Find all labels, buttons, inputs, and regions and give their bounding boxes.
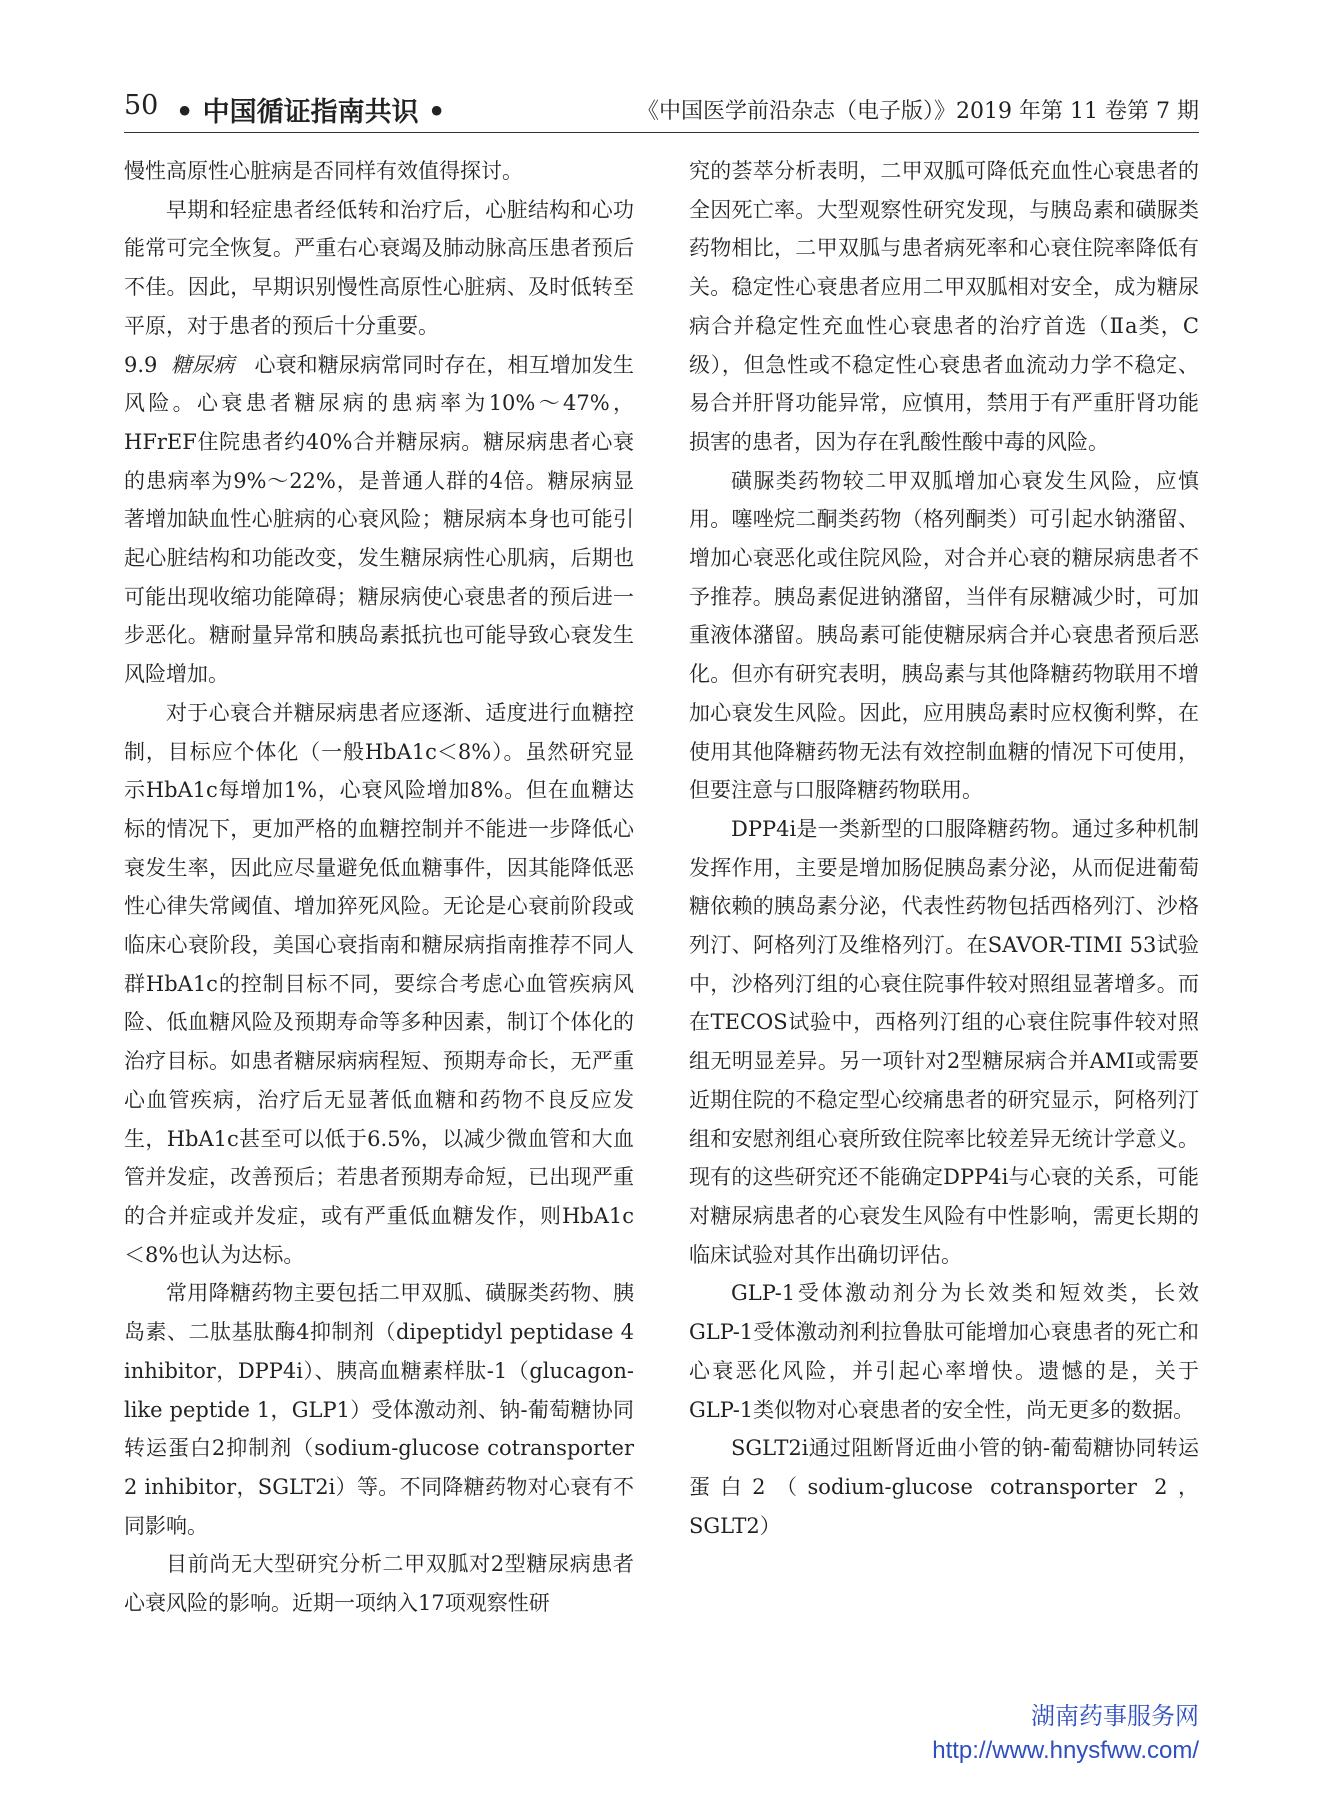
paragraph: 究的荟萃分析表明，二甲双胍可降低充血性心衰患者的全因死亡率。大型观察性研究发现，与胰岛素和磺脲类药物相比，二甲双胍与患者病死率和心衰住院率降低有关。稳定性心衰患者应用二甲双胍相对安全，成为糖尿病合并稳定性充血性心衰患者的治疗首选（Ⅱa类，C级），但急性或不稳定性心衰患者血流动力学不稳定、易合并肝肾功能异常，应慎用，禁用于有严重肝肾功能损害的患者，因为存在乳酸性酸中毒的风险。 [689,159,1199,454]
section-heading: 糖尿病 [170,352,235,377]
paragraph: GLP-1受体激动剂分为长效类和短效类，长效GLP-1受体激动剂利拉鲁肽可能增加心衰患者的死亡和心衰恶化风险，并引起心率增快。遗憾的是，关于GLP-1类似物对心衰患者的安全性，尚无更多的数据。 [689,1281,1199,1422]
paragraph: DPP4i是一类新型的口服降糖药物。通过多种机制发挥作用，主要是增加肠促胰岛素分泌，从而促进葡萄糖依赖的胰岛素分泌，代表性药物包括西格列汀、沙格列汀、阿格列汀及维格列汀。在SAVOR-TIMI 53试验中，沙格列汀组的心衰住院事件较对照组显著增多。而在TECOS试验中，西格列汀组的心衰住院事件较对照组无明显差异。另一项针对2型糖尿病合并AMI或需要近期住院的不稳定型心绞痛患者的研究显示，阿格列汀组和安慰剂组心衰所致住院率比较差异无统计学意义。现有的这些研究还不能确定DPP4i与心衰的关系，可能对糖尿病患者的心衰发生风险有中性影响，需更长期的临床试验对其作出确切评估。 [689,816,1199,1267]
page-header [124,86,1199,133]
right-column [689,152,1199,1545]
section-9-9 [124,346,634,694]
section-body: 心衰和糖尿病常同时存在，相互增加发生风险。心衰患者糖尿病的患病率为10%～47%，HFrEF住院患者约40%合并糖尿病。糖尿病患者心衰的患病率为9%～22%，是普通人群的4倍。糖尿病显著增加缺血性心脏病的心衰风险；糖尿病本身也可能引起心脏结构和功能改变，发生糖尿病性心肌病，后期也可能出现收缩功能障碍；糖尿病使心衰患者的预后进一步恶化。糖耐量异常和胰岛素抵抗也可能导致心衰发生风险增加。 [124,352,634,687]
paragraph: SGLT2i通过阻断肾近曲小管的钠-葡萄糖协同转运蛋白2（sodium-glucose cotransporter 2，SGLT2） [689,1436,1199,1538]
page-number: 50 [124,90,159,121]
paragraph: 慢性高原性心脏病是否同样有效值得探讨。 [124,159,523,183]
left-column [124,152,634,1623]
section-title: • 中国循证指南共识 • [176,97,446,128]
watermark-name: 湖南药事服务网 [1031,1703,1199,1730]
paragraph: 常用降糖药物主要包括二甲双胍、磺脲类药物、胰岛素、二肽基肽酶4抑制剂（dipeptidyl peptidase 4 inhibitor，DPP4i）、胰高血糖素样肽-1（glucagon-like peptide 1，GLP1）受体激动剂、钠-葡萄糖协同转运蛋白2抑制剂（sodium-glucose cotransporter 2 inhibitor，SGLT2i）等。不同降糖药物对心衰有不同影响。 [124,1281,634,1538]
paragraph: 对于心衰合并糖尿病患者应逐渐、适度进行血糖控制，目标应个体化（一般HbA1c＜8%）。虽然研究显示HbA1c每增加1%，心衰风险增加8%。但在血糖达标的情况下，更加严格的血糖控制并不能进一步降低心衰发生率，因此应尽量避免低血糖事件，因其能降低恶性心律失常阈值、增加猝死风险。无论是心衰前阶段或临床心衰阶段，美国心衰指南和糖尿病指南推荐不同人群HbA1c的控制目标不同，要综合考虑心血管疾病风险、低血糖风险及预期寿命等多种因素，制订个体化的治疗目标。如患者糖尿病病程短、预期寿命长，无严重心血管疾病，治疗后无显著低血糖和药物不良反应发生，HbA1c甚至可以低于6.5%，以减少微血管和大血管并发症，改善预后；若患者预期寿命短，已出现严重的合并症或并发症，或有严重低血糖发作，则HbA1c＜8%也认为达标。 [124,700,634,1267]
watermark-url[interactable]: http://www.hnysfww.com/ [932,1737,1199,1764]
paragraph: 磺脲类药物较二甲双胍增加心衰发生风险，应慎用。噻唑烷二酮类药物（格列酮类）可引起水钠潴留、增加心衰恶化或住院风险，对合并心衰的糖尿病患者不予推荐。胰岛素促进钠潴留，当伴有尿糖减少时，可加重液体潴留。胰岛素可能使糖尿病合并心衰患者预后恶化。但亦有研究表明，胰岛素与其他降糖药物联用不增加心衰发生风险。因此，应用胰岛素时应权衡利弊，在使用其他降糖药物无法有效控制血糖的情况下可使用，但要注意与口服降糖药物联用。 [689,468,1199,803]
section-number: 9.9 [124,352,158,377]
journal-citation: 《中国医学前沿杂志（电子版）》2019 年第 11 卷第 7 期 [637,99,1199,124]
paragraph: 早期和轻症患者经低转和治疗后，心脏结构和心功能常可完全恢复。严重右心衰竭及肺动脉高压患者预后不佳。因此，早期识别慢性高原性心脏病、及时低转至平原，对于患者的预后十分重要。 [124,197,634,338]
paragraph: 目前尚无大型研究分析二甲双胍对2型糖尿病患者心衰风险的影响。近期一项纳入17项观察性研 [124,1552,634,1616]
watermark [932,1700,1199,1768]
